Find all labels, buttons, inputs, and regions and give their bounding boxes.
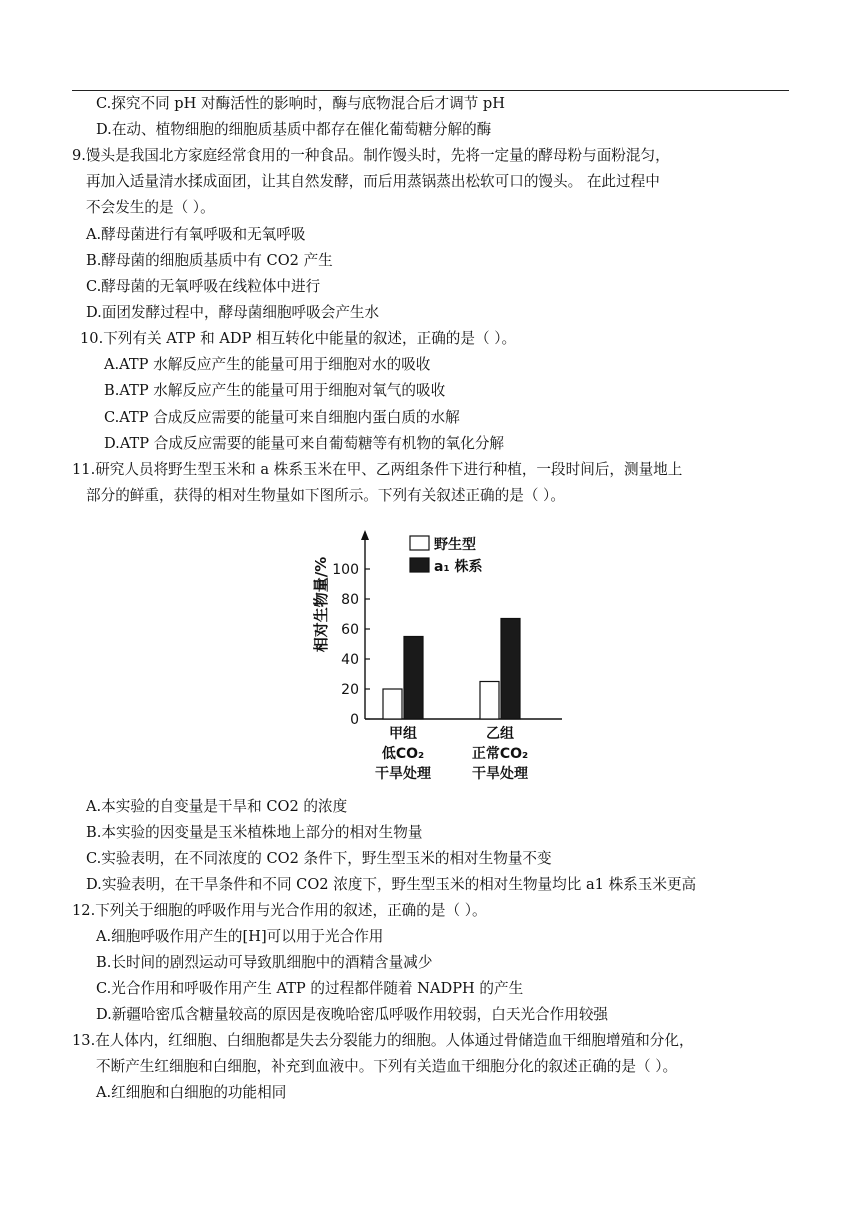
q11-option-d: D.实验表明，在干旱条件和不同 CO2 浓度下，野生型玉米的相对生物量均比 a1 株系玉米更高	[86, 876, 697, 893]
legend-swatch-wild-type	[410, 536, 429, 550]
category-label-line-3: 干旱处理	[472, 766, 528, 782]
q11-option-b: B.本实验的因变量是玉米植株地上部分的相对生物量	[86, 824, 423, 841]
q9-option-a: A.酵母菌进行有氧呼吸和无氧呼吸	[86, 226, 306, 243]
q10-option-a: A.ATP 水解反应产生的能量可用于细胞对水的吸收	[104, 356, 431, 373]
y-tick-label: 80	[341, 592, 359, 608]
y-axis-label: 相对生物量/%	[312, 556, 330, 653]
y-tick-label: 40	[341, 652, 359, 668]
q8-option-c: C.探究不同 pH 对酶活性的影响时，酶与底物混合后才调节 pH	[96, 95, 505, 112]
category-label-line-2: 低CO₂	[381, 746, 425, 762]
legend-label: a₁ 株系	[434, 559, 483, 575]
q13-option-a: A.红细胞和白细胞的功能相同	[96, 1084, 287, 1101]
q12-option-b: B.长时间的剧烈运动可导致肌细胞中的酒精含量减少	[96, 954, 433, 971]
bar-wild-type-group-1	[383, 689, 402, 719]
header-rule	[72, 90, 789, 91]
q9-stem-line-1: 9.馒头是我国北方家庭经常食用的一种食品。制作馒头时，先将一定量的酵母粉与面粉混匀，	[72, 147, 670, 164]
q9-stem-line-3: 不会发生的是（ ）。	[86, 199, 215, 216]
q11-stem-line-1: 11.研究人员将野生型玉米和 a 株系玉米在甲、乙两组条件下进行种植，一段时间后，测量地上	[72, 461, 683, 478]
category-label-line-3: 干旱处理	[375, 766, 431, 782]
q11-stem-line-2: 部分的鲜重，获得的相对生物量如下图所示。下列有关叙述正确的是（ ）。	[86, 487, 565, 504]
q9-option-b: B.酵母菌的细胞质基质中有 CO2 产生	[86, 252, 333, 269]
category-label-line-2: 正常CO₂	[471, 746, 529, 762]
q8-option-d: D.在动、植物细胞的细胞质基质中都存在催化葡萄糖分解的酶	[96, 121, 492, 138]
q12-option-c: C.光合作用和呼吸作用产生 ATP 的过程都伴随着 NADPH 的产生	[96, 980, 524, 997]
biomass-bar-chart	[310, 522, 570, 792]
y-tick-label: 0	[350, 712, 359, 728]
bar-wild-type-group-2	[480, 682, 499, 720]
q9-option-d: D.面团发酵过程中，酵母菌细胞呼吸会产生水	[86, 304, 380, 321]
q10-option-b: B.ATP 水解反应产生的能量可用于细胞对氧气的吸收	[104, 382, 446, 399]
y-axis-arrow	[361, 530, 369, 540]
q12-stem: 12.下列关于细胞的呼吸作用与光合作用的叙述，正确的是（ ）。	[72, 902, 487, 919]
q13-stem-line-2: 不断产生红细胞和白细胞，补充到血液中。下列有关造血干细胞分化的叙述正确的是（ ）。	[96, 1058, 678, 1075]
y-tick-label: 60	[341, 622, 359, 638]
legend-label: 野生型	[434, 537, 476, 553]
legend-swatch-a1-strain	[410, 558, 429, 572]
y-tick-label: 20	[341, 682, 359, 698]
bar-a1-strain-group-1	[404, 637, 423, 720]
q13-stem-line-1: 13.在人体内，红细胞、白细胞都是失去分裂能力的细胞。人体通过骨储造血干细胞增殖和分化，	[72, 1032, 694, 1049]
q12-option-a: A.细胞呼吸作用产生的[H]可以用于光合作用	[96, 928, 384, 945]
category-label-line-1: 乙组	[486, 726, 514, 742]
q10-option-c: C.ATP 合成反应需要的能量可来自细胞内蛋白质的水解	[104, 409, 460, 426]
bar-a1-strain-group-2	[501, 619, 520, 720]
q10-stem: 10.下列有关 ATP 和 ADP 相互转化中能量的叙述，正确的是（ ）。	[80, 330, 517, 347]
y-tick-label: 100	[332, 562, 359, 578]
q10-option-d: D.ATP 合成反应需要的能量可来自葡萄糖等有机物的氧化分解	[104, 435, 505, 452]
q11-option-a: A.本实验的自变量是干旱和 CO2 的浓度	[86, 798, 348, 815]
q9-option-c: C.酵母菌的无氧呼吸在线粒体中进行	[86, 278, 321, 295]
q12-option-d: D.新疆哈密瓜含糖量较高的原因是夜晚哈密瓜呼吸作用较弱，白天光合作用较强	[96, 1006, 609, 1023]
q11-option-c: C.实验表明，在不同浓度的 CO2 条件下，野生型玉米的相对生物量不变	[86, 850, 552, 867]
q9-stem-line-2: 再加入适量清水揉成面团，让其自然发酵，而后用蒸锅蒸出松软可口的馒头。 在此过程中	[86, 173, 660, 190]
category-label-line-1: 甲组	[389, 726, 417, 742]
